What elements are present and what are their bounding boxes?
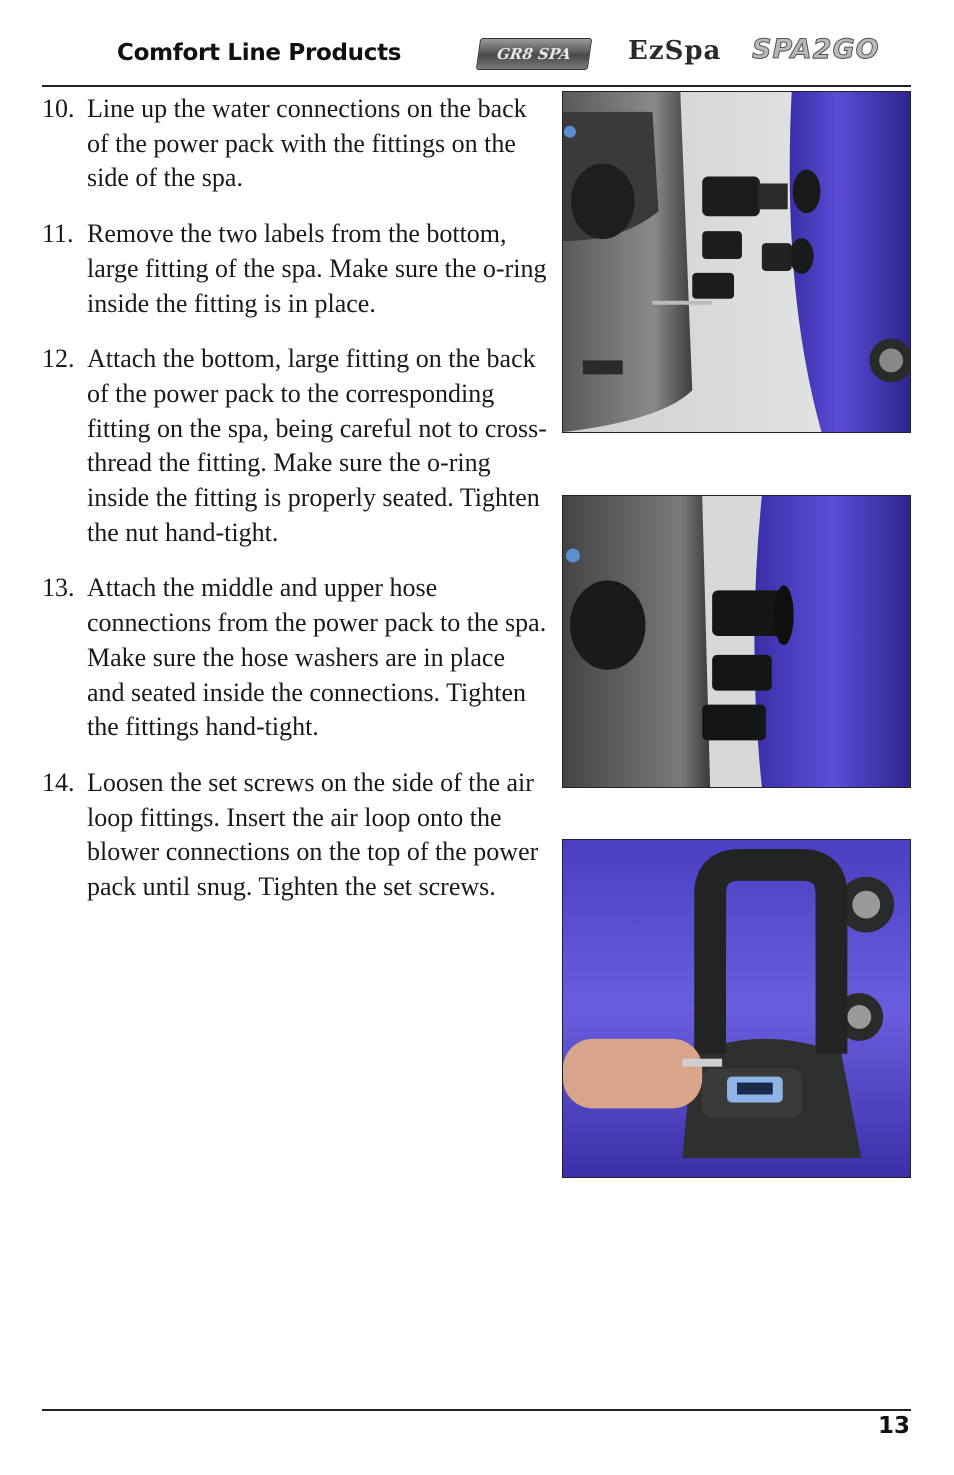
step-number: 13. — [42, 573, 75, 603]
step-text: Loosen the set screws on the side of the air loop fittings. Insert the air loop onto the blower connections on the top of the power pack until snug. Tighten the set screws. — [87, 767, 539, 902]
step-number: 10. — [42, 94, 75, 123]
hose-connections-photo — [562, 495, 911, 788]
step-text: Attach the bottom, large fitting on the back of the power pack to the corresponding fitting on the spa, being careful not to cross-thread the fitting. Make sure the o-ring inside the fitting is properly seated. Tighten the nut hand-tight. — [87, 344, 547, 547]
step-11 — [42, 217, 547, 321]
step-10 — [42, 92, 547, 196]
header-divider — [42, 85, 911, 87]
step-number: 11. — [42, 219, 74, 249]
spa2go-logo: SPA2GO — [752, 34, 880, 65]
air-loop-photo — [562, 839, 911, 1178]
step-number: 12. — [42, 344, 75, 374]
step-14 — [42, 766, 547, 905]
step-text: Remove the two labels from the bottom, large fitting of the spa. Make sure the o-ring inside the fitting is in place. — [87, 219, 547, 318]
step-text: Attach the middle and upper hose connections from the power pack to the spa. Make sure the hose washers are in place and seated inside the connections. Tighten the fittings hand-tight. — [87, 573, 547, 742]
footer-divider — [42, 1409, 911, 1411]
step-text: Line up the water connections on the back of the power pack with the fittings on the side of the spa. — [87, 94, 527, 193]
gr8-spa-logo: GR8 SPA — [476, 38, 592, 70]
step-12 — [42, 342, 547, 550]
step-13 — [42, 571, 547, 745]
ez-spa-logo: EzSpa — [628, 36, 722, 66]
page-number: 13 — [877, 1413, 910, 1439]
water-connections-photo — [562, 91, 911, 433]
page-header-title: Comfort Line Products — [117, 40, 402, 66]
instruction-steps — [42, 92, 547, 926]
step-number: 14. — [42, 767, 75, 797]
